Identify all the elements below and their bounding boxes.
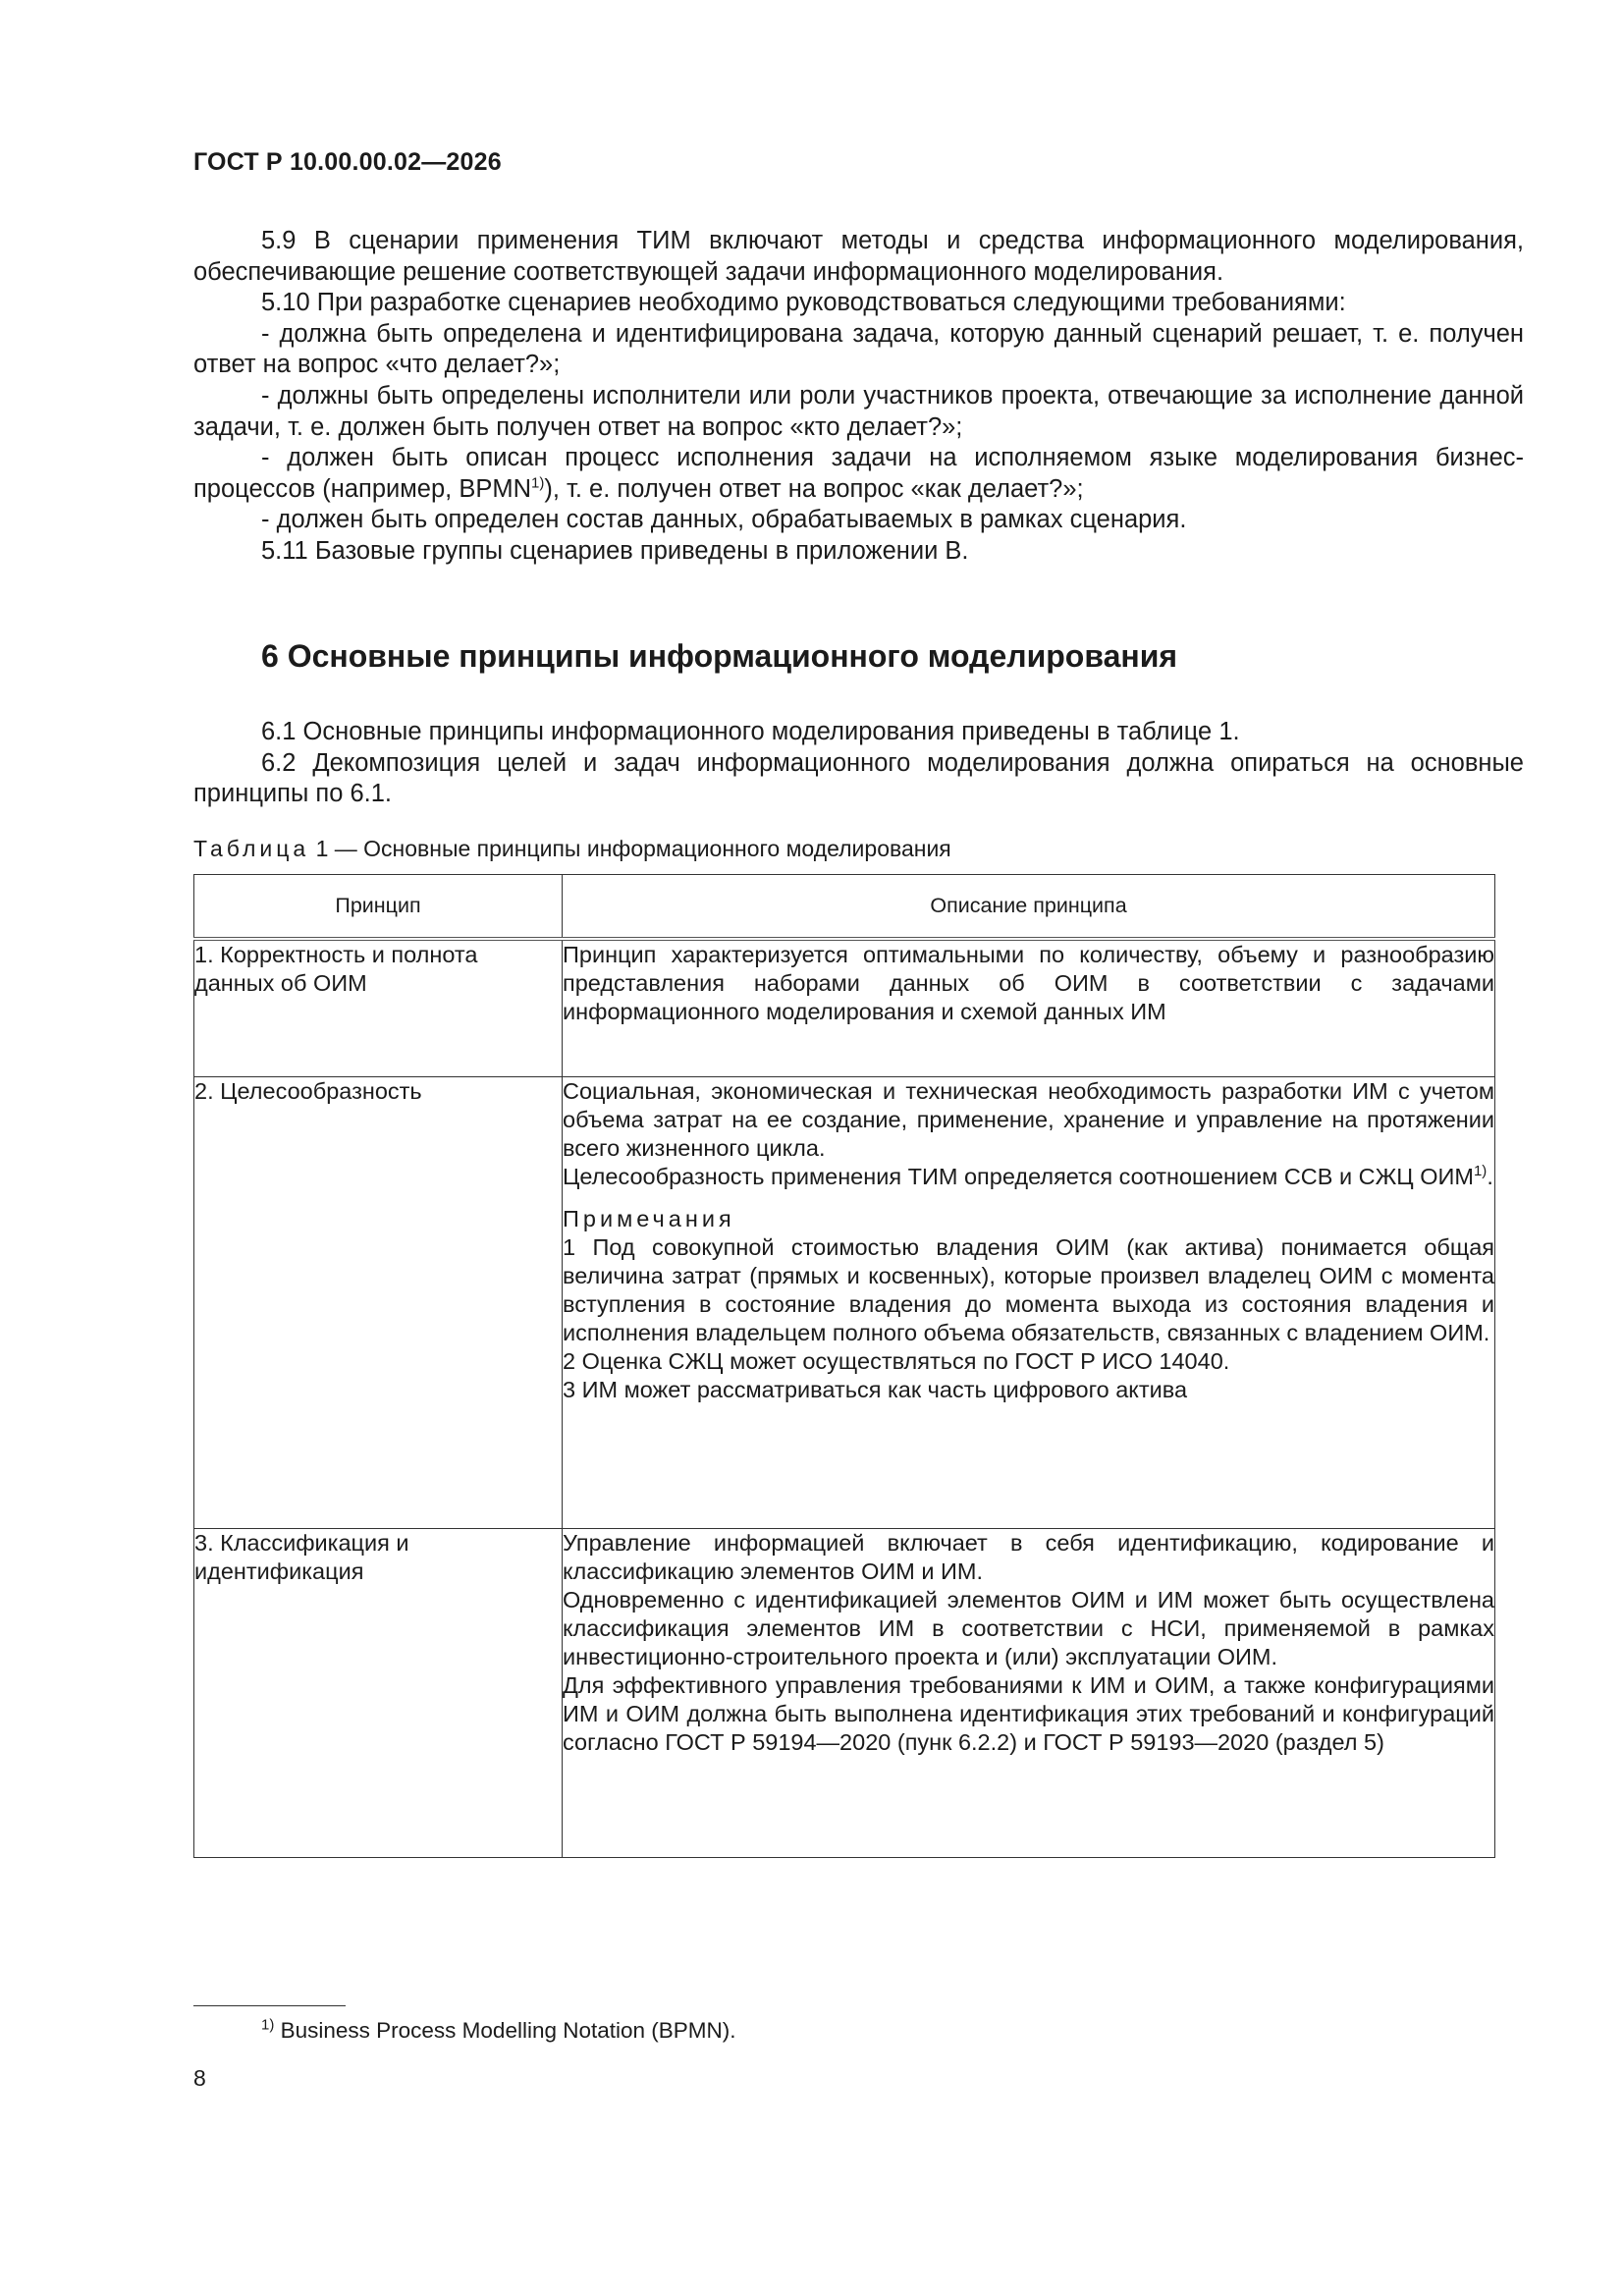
notes-heading: Примечания <box>563 1205 735 1231</box>
table-row <box>194 1528 1495 1857</box>
note-item: 1 Под совокупной стоимостью владения ОИМ (как актива) понимается общая величина затрат (прямых и косвенных), которые произвел владелец ОИМ с момента вступления в состояние владения до момента выхода из состояния владения и исполнения владельцем полного объема обязательств, связанных с владением ОИМ. <box>563 1233 1494 1345</box>
description-text: Для эффективного управления требованиями к ИМ и ОИМ, а также конфигурациями ИМ и ОИМ должна быть выполнена идентификация этих требований и конфигураций согласно ГОСТ Р 59194—2020 (пунк 6.2.2) и ГОСТ Р 59193—2020 (раздел 5) <box>563 1671 1494 1755</box>
footnote-reference[interactable]: 1) <box>531 474 545 492</box>
principles-table <box>193 874 1495 1858</box>
description-cell <box>563 1076 1495 1528</box>
description-text: Управление информацией включает в себя идентификацию, кодирование и классификацию элементов ОИМ и ИМ. <box>563 1529 1494 1584</box>
list-item-text: - должен быть описан процесс исполнения задачи на исполняемом языке моделирования бизнес-процессов (например, BPMN <box>193 444 1524 503</box>
document-code: ГОСТ Р 10.00.00.02—2026 <box>193 148 502 176</box>
note-item: 2 Оценка СЖЦ может осуществляться по ГОСТ Р ИСО 14040. <box>563 1347 1230 1374</box>
list-item: - должны быть определены исполнители или роли участников проекта, отвечающие за исполнение данной задачи, т. е. должен быть получен ответ на вопрос «кто делает?»; <box>193 381 1524 441</box>
column-header-principle: Принцип <box>194 875 563 940</box>
paragraph: 5.11 Базовые группы сценариев приведены в приложении В. <box>261 536 969 565</box>
description-text: Принцип характеризуется оптимальными по количеству, объему и разнообразию представления наборами данных об ОИМ в соответствии с задачами информационного моделирования и схемой данных ИМ <box>563 942 1494 1024</box>
description-cell <box>563 1528 1495 1857</box>
footnote <box>261 2018 736 2044</box>
footnote-mark: 1) <box>261 2016 275 2034</box>
paragraph: 6.1 Основные принципы информационного моделирования приведены в таблице 1. <box>261 718 1240 745</box>
list-item: - должен быть определен состав данных, обрабатываемых в рамках сценария. <box>261 506 1187 534</box>
page-number: 8 <box>193 2065 206 2091</box>
table-caption-label: Таблица <box>193 836 310 861</box>
description-text: Социальная, экономическая и техническая необходимость разработки ИМ с учетом объема затрат на ее создание, применение, хранение и управление на протяжении всего жизненного цикла. <box>563 1077 1494 1161</box>
column-header-description: Описание принципа <box>563 875 1495 940</box>
description-text: Одновременно с идентификацией элементов ОИМ и ИМ может быть осуществлена классификация элементов ИМ в соответствии с НСИ, применяемой в рамках инвестиционно-строительного проекта и (или) эксплуатации ОИМ. <box>563 1586 1494 1669</box>
list-item-text-suffix: ), т. е. получен ответ на вопрос «как делает?»; <box>544 474 1084 503</box>
table-row <box>194 1076 1495 1528</box>
principle-cell: 1. Корректность и полнота данных об ОИМ <box>194 939 563 1076</box>
paragraph: 5.10 При разработке сценариев необходимо руководствоваться следующими требованиями: <box>261 289 1346 317</box>
description-text-suffix: . <box>1487 1163 1493 1189</box>
footnote-separator <box>193 2005 346 2006</box>
table-caption <box>193 836 951 862</box>
footnote-text: Business Process Modelling Notation (BPMN). <box>274 2018 736 2043</box>
table-header-row <box>194 875 1495 940</box>
principle-cell: 3. Классификация и идентификация <box>194 1528 563 1857</box>
note-item: 3 ИМ может рассматриваться как часть цифрового актива <box>563 1376 1188 1402</box>
footnote-reference[interactable]: 1) <box>1473 1162 1488 1179</box>
description-text-main: Целесообразность применения ТИМ определяется соотношением ССВ и СЖЦ ОИМ <box>563 1163 1474 1189</box>
principle-cell: 2. Целесообразность <box>194 1076 563 1528</box>
body-text-top <box>193 226 1524 568</box>
description-text <box>563 1163 1494 1191</box>
table-row <box>194 939 1495 1076</box>
list-item <box>193 443 1524 505</box>
table-caption-text: 1 — Основные принципы информационного моделирования <box>309 836 951 861</box>
list-item: - должна быть определена и идентифицирована задача, которую данный сценарий решает, т. е. получен ответ на вопрос «что делает?»; <box>193 319 1524 379</box>
description-cell <box>563 939 1495 1076</box>
paragraph: 6.2 Декомпозиция целей и задач информационного моделирования должна опираться на основные принципы по 6.1. <box>193 748 1524 808</box>
body-text-section <box>193 717 1524 810</box>
paragraph: 5.9 В сценарии применения ТИМ включают методы и средства информационного моделирования, обеспечивающие решение соответствующей задачи информационного моделирования. <box>193 227 1524 286</box>
section-heading: 6 Основные принципы информационного моделирования <box>261 638 1178 674</box>
